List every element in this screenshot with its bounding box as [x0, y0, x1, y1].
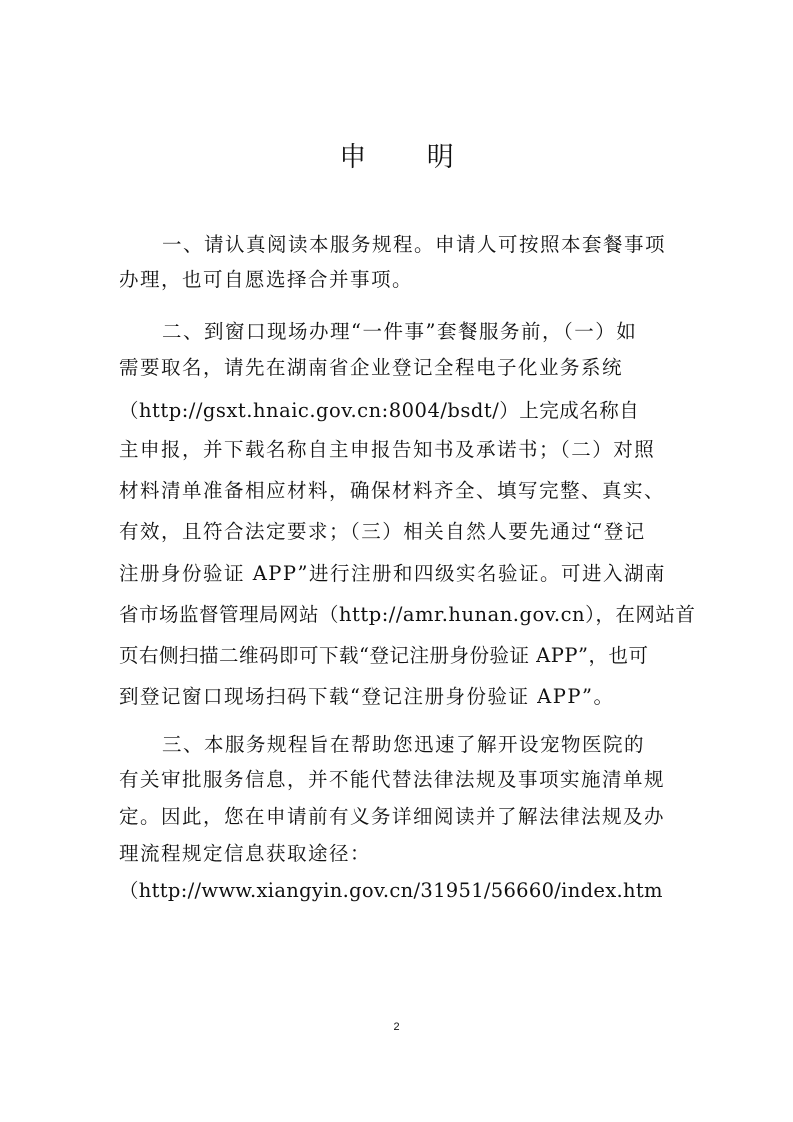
body-line: （http://gsxt.hnaic.gov.cn:8004/bsdt/）上完成名称自 [119, 399, 640, 422]
body-line: 页右侧扫描二维码即可下载“登记注册身份验证 APP”，也可 [119, 644, 649, 667]
body-line: 主申报，并下载名称自主申报告知书及承诺书；（二）对照 [119, 438, 656, 461]
body-line: 需要取名，请先在湖南省企业登记全程电子化业务系统 [119, 356, 624, 379]
body-line: 三、本服务规程旨在帮助您迅速了解开设宠物医院的 [162, 733, 646, 756]
body-line: 二、到窗口现场办理“一件事”套餐服务前，（一）如 [162, 320, 638, 343]
body-line: 有关审批服务信息，并不能代替法律法规及事项实施清单规 [119, 768, 666, 791]
body-line: 注册身份验证 APP”进行注册和四级实名验证。可进入湖南 [119, 562, 666, 585]
page-title: 申 明 [339, 142, 480, 173]
body-line: 理流程规定信息获取途径： [119, 842, 372, 865]
body-line: 办理，也可自愿选择合并事项。 [119, 268, 414, 291]
body-line: 有效，且符合法定要求；（三）相关自然人要先通过“登记 [119, 520, 646, 543]
body-line: 定。因此，您在申请前有义务详细阅读并了解法律法规及办 [119, 805, 666, 828]
body-line: 到登记窗口现场扫码下载“登记注册身份验证 APP”。 [119, 685, 615, 708]
body-line: （http://www.xiangyin.gov.cn/31951/56660/index.htm [119, 879, 663, 902]
body-line: 省市场监督管理局网站（http://amr.hunan.gov.cn），在网站首 [119, 603, 696, 626]
body-line: 一、请认真阅读本服务规程。申请人可按照本套餐事项 [162, 233, 667, 256]
page-number: 2 [393, 1021, 400, 1033]
body-line: 材料清单准备相应材料，确保材料齐全、填写完整、真实、 [119, 479, 666, 502]
